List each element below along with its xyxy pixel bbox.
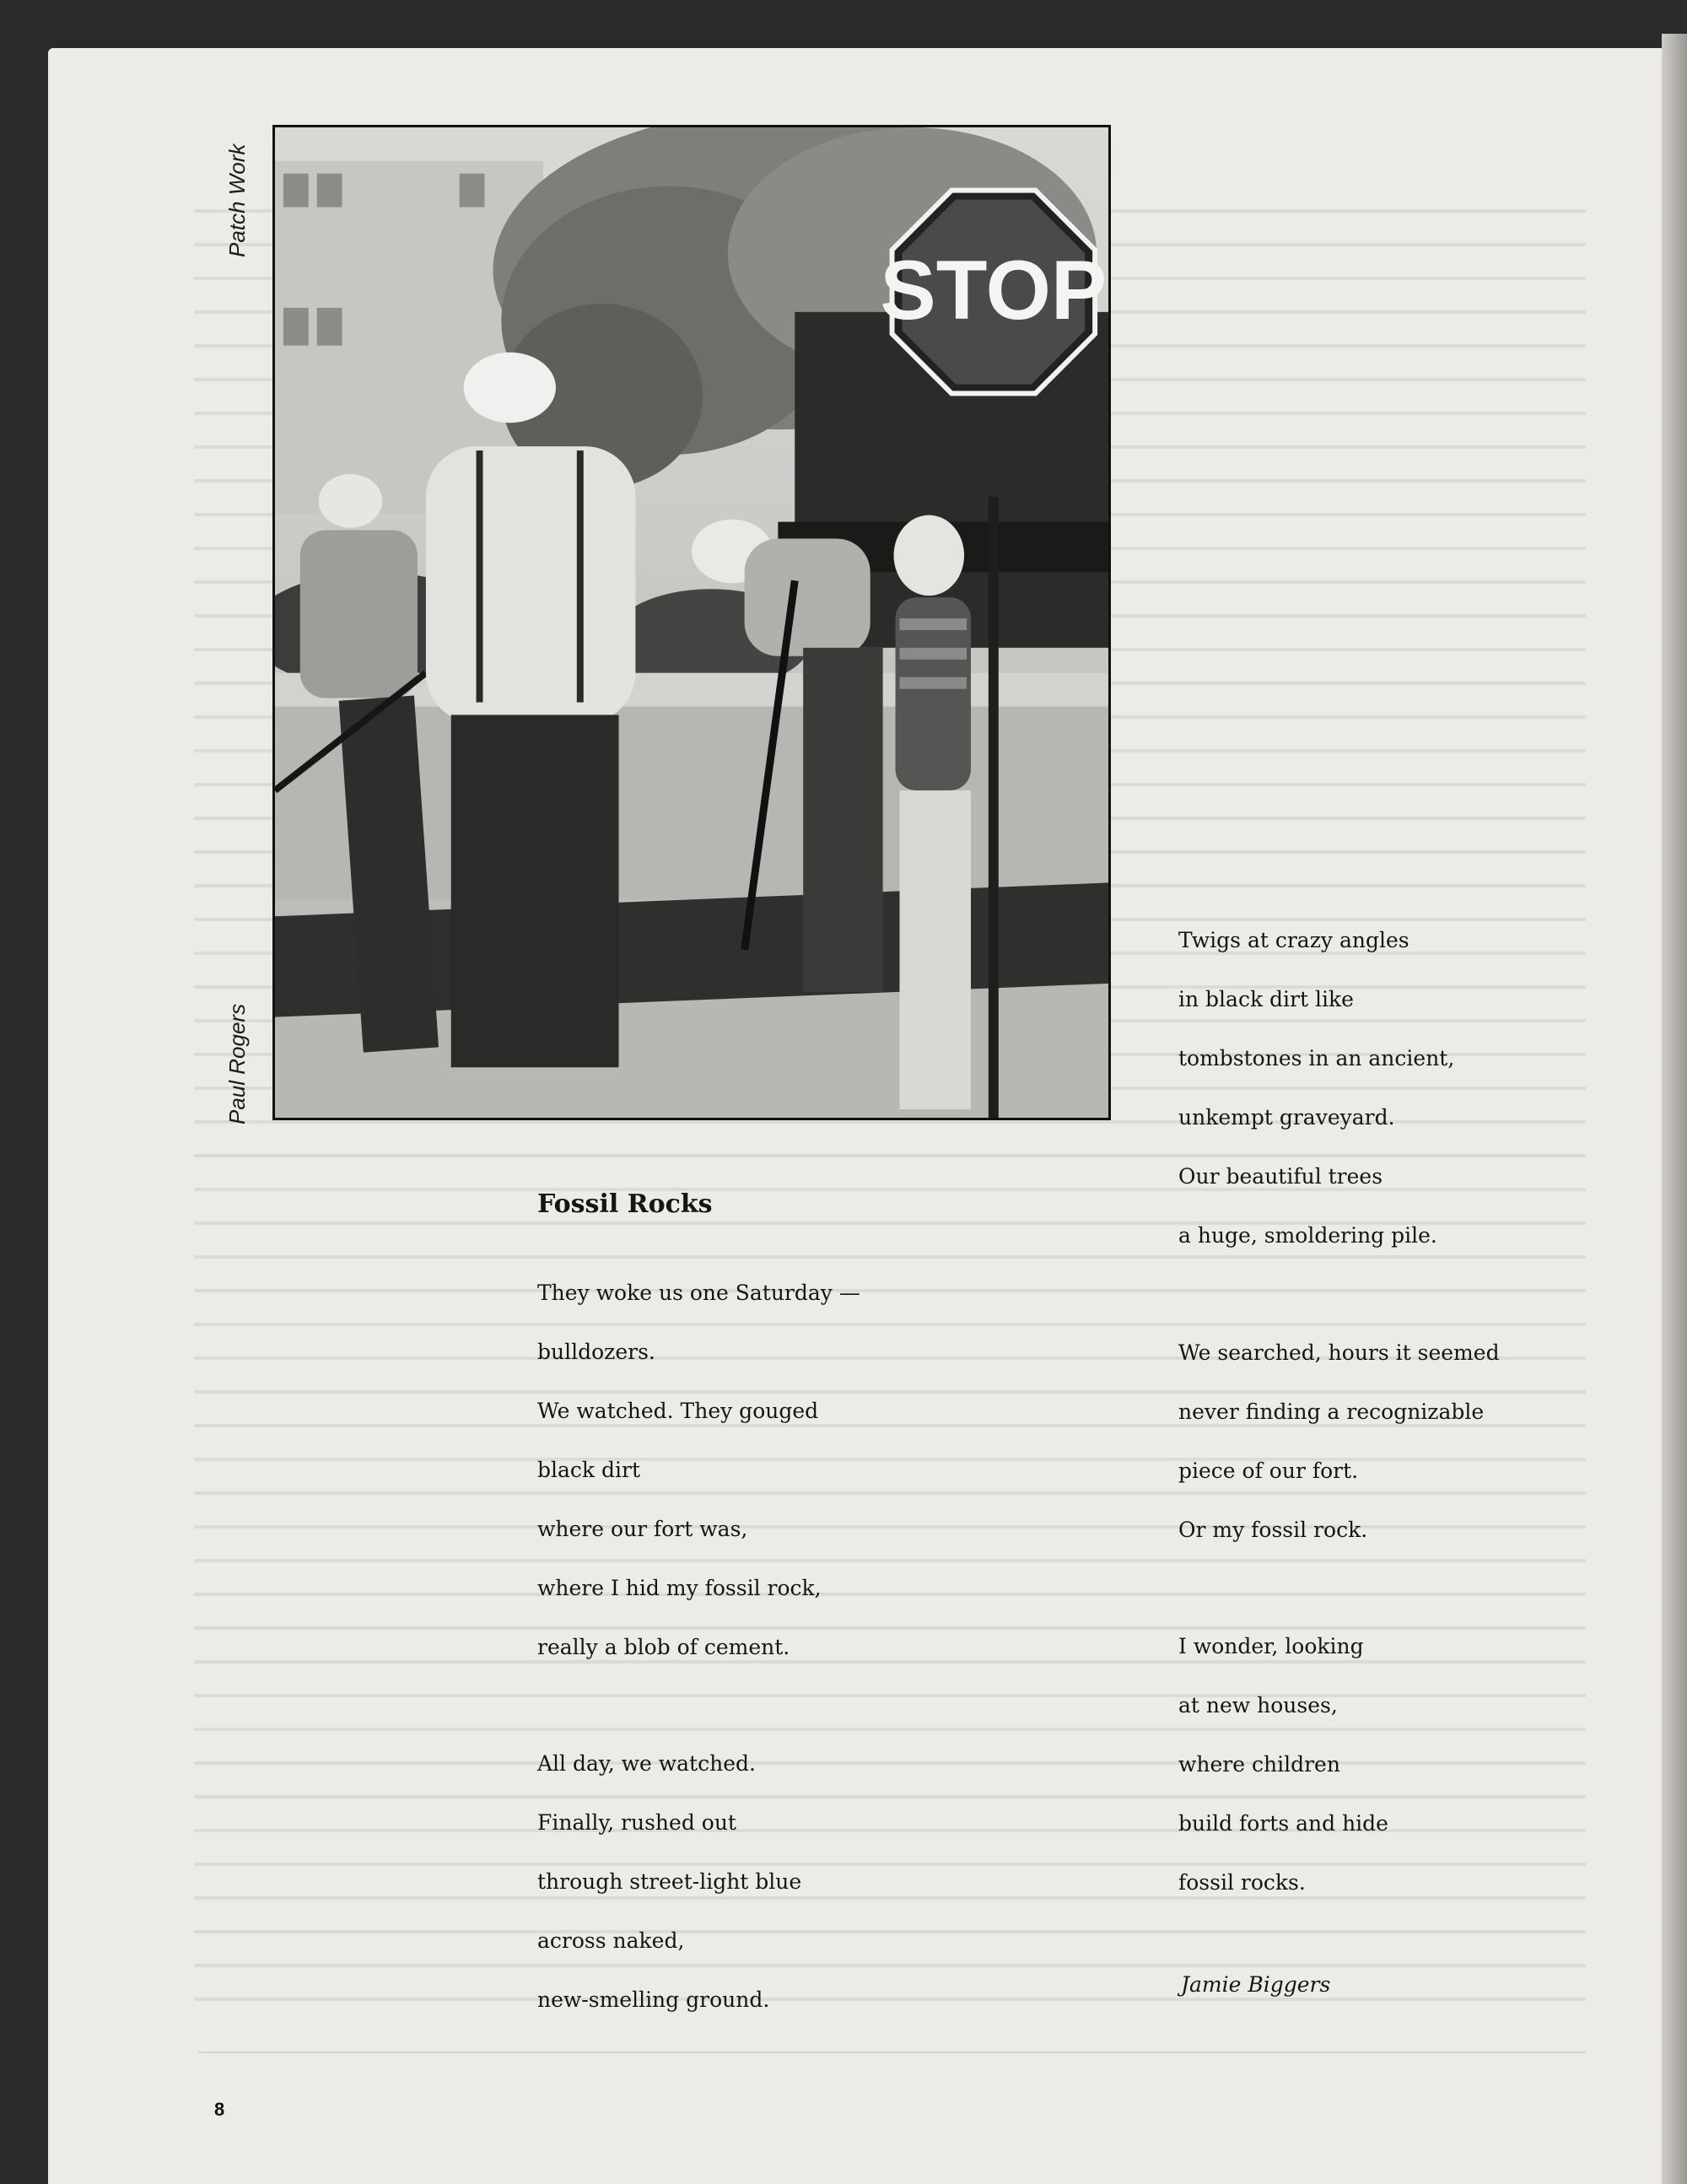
street-photo — [272, 125, 1111, 1120]
poem-stanza-4 — [1178, 1324, 1500, 1560]
child — [894, 515, 971, 1109]
poem-line: fossil rocks. — [1178, 1870, 1306, 1895]
poem-line: piece of our fort. — [1178, 1459, 1359, 1483]
stop-sign-text: STOP — [880, 243, 1108, 337]
poem-line: through street-light blue — [537, 1869, 802, 1894]
poem-title: Fossil Rocks — [537, 1189, 713, 1219]
bottom-rule — [198, 2052, 1586, 2053]
poem-line: where I hid my fossil rock, — [537, 1576, 822, 1600]
poem-line: across naked, — [537, 1928, 685, 1953]
poem-line: never finding a recognizable — [1178, 1399, 1485, 1424]
poem-line: build forts and hide — [1178, 1811, 1388, 1836]
poem-line: at new houses, — [1178, 1693, 1338, 1718]
poem-line: tombstones in an ancient, — [1178, 1046, 1455, 1070]
poem-stanza-2 — [537, 1734, 801, 2030]
poem-line: in black dirt like — [1178, 987, 1354, 1011]
worker-center — [426, 353, 635, 1068]
poem-line: I wonder, looking — [1178, 1634, 1364, 1658]
page-edge — [1662, 34, 1687, 2184]
poem-line: where our fort was, — [537, 1517, 748, 1541]
photo-credit: Paul Rogers — [224, 1003, 250, 1124]
page-number: 8 — [214, 2099, 225, 2120]
poem-line: We watched. They gouged — [537, 1399, 819, 1423]
poem-author: Jamie Biggers — [1181, 1972, 1331, 1997]
poem-line: They woke us one Saturday — — [537, 1281, 860, 1305]
poem-line: Twigs at crazy angles — [1178, 928, 1409, 952]
poem-line: Our beautiful trees — [1178, 1164, 1383, 1189]
poem-line: Or my fossil rock. — [1178, 1518, 1368, 1542]
poem-stanza-1 — [537, 1264, 860, 1677]
section-label: Patch Work — [224, 143, 250, 257]
poem-line: really a blob of cement. — [537, 1635, 790, 1659]
poem-line: We searched, hours it seemed — [1178, 1340, 1500, 1365]
poem-line: unkempt graveyard. — [1178, 1105, 1395, 1130]
poem-line: Finally, rushed out — [537, 1810, 736, 1835]
poem-line: black dirt — [537, 1458, 640, 1482]
poem-line: a huge, smoldering pile. — [1178, 1223, 1437, 1248]
poem-stanza-3 — [1178, 911, 1454, 1265]
poem-line: new-smelling ground. — [537, 1987, 770, 2012]
photo-illustration — [275, 127, 1108, 1118]
poem-line: All day, we watched. — [537, 1751, 756, 1776]
poem-line: where children — [1178, 1752, 1340, 1777]
poem-stanza-5 — [1178, 1617, 1388, 1912]
poem-line: bulldozers. — [537, 1340, 655, 1364]
